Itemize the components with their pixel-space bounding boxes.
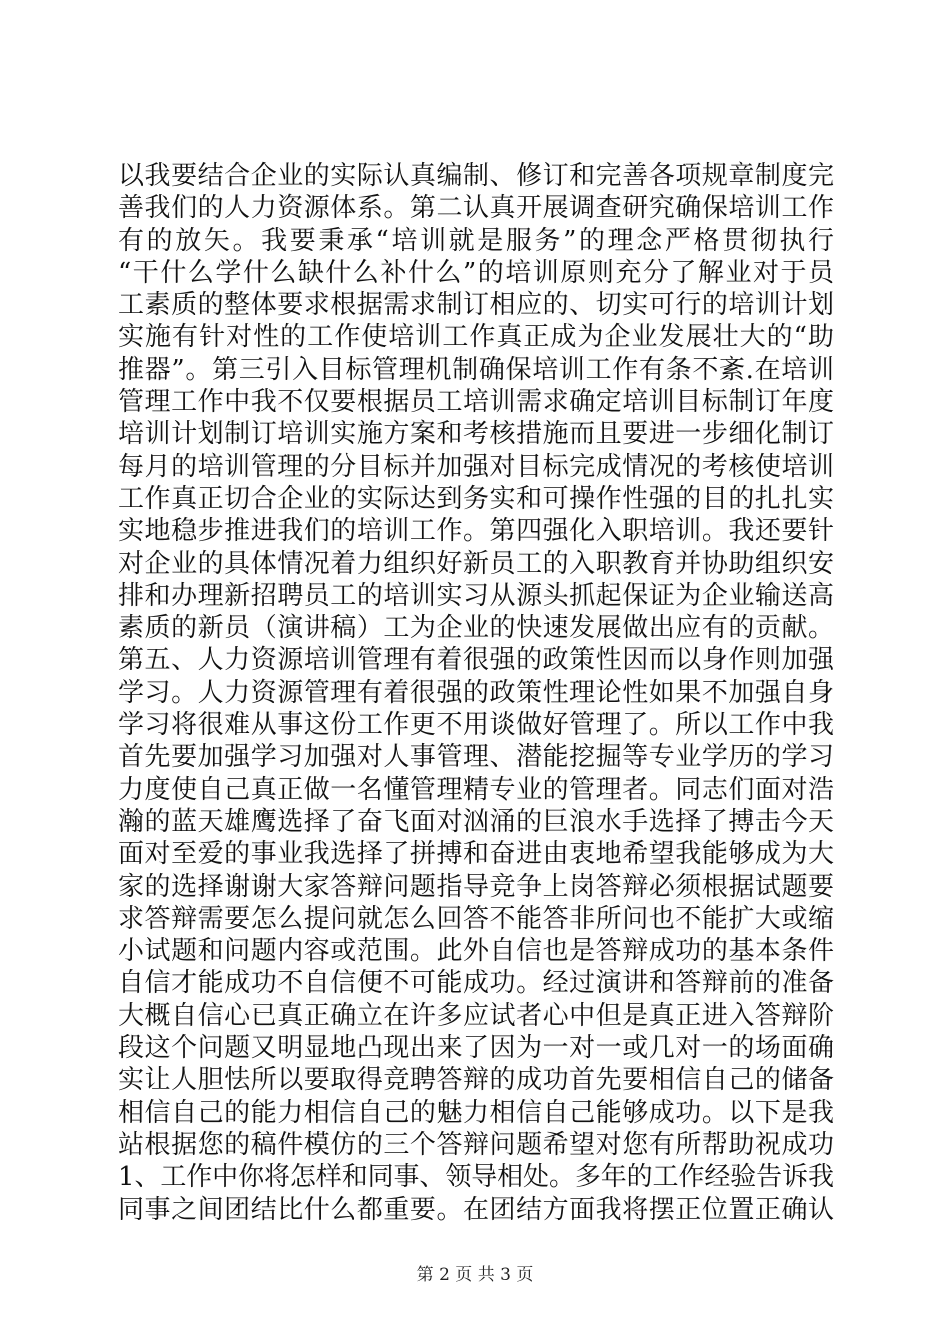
text-line: 相信自己的能力相信自己的魅力相信自己能够成功。以下是我 [118,1097,835,1128]
text-line: “干什么学什么缺什么补什么”的培训原则充分了解业对于员 [118,257,836,288]
text-line: 每月的培训管理的分目标并加强对目标完成情况的考核使培训 [118,451,835,482]
text-line: 站根据您的稿件模仿的三个答辩问题希望对您有所帮助祝成功 [118,1129,835,1160]
text-line: 段这个问题又明显地凸现出来了因为一对一或几对一的场面确 [118,1033,835,1064]
text-line: 以我要结合企业的实际认真编制、修订和完善各项规章制度完 [118,161,835,191]
text-line: 家的选择谢谢大家答辩问题指导竞争上岗答辩必须根据试题要 [118,871,835,902]
text-line: 学习。人力资源管理有着很强的政策性理论性如果不加强自身 [118,677,835,708]
text-line: 实让人胆怯所以要取得竞聘答辩的成功首先要相信自己的储备 [118,1065,835,1096]
text-line: 学习将很难从事这份工作更不用谈做好管理了。所以工作中我 [118,710,835,741]
page-number-footer: 第 2 页 共 3 页 [416,1265,534,1285]
text-line: 力度使自己真正做一名懂管理精专业的管理者。同志们面对浩 [118,774,835,805]
text-line: 工作真正切合企业的实际达到务实和可操作性强的目的扎扎实 [118,483,835,514]
text-line: 首先要加强学习加强对人事管理、潜能挖掘等专业学历的学习 [118,742,835,773]
text-line: 素质的新员（演讲稿）工为企业的快速发展做出应有的贡献。 [118,613,835,644]
text-line: 第五、人力资源培训管理有着很强的政策性因而以身作则加强 [118,645,835,676]
text-line: 大概自信心已真正确立在许多应试者心中但是真正进入答辩阶 [118,1000,835,1031]
text-line: 对企业的具体情况着力组织好新员工的入职教育并协助组织安 [118,548,835,579]
text-line: 有的放矢。我要秉承“培训就是服务”的理念严格贯彻执行 [118,225,837,256]
text-line: 小试题和问题内容或范围。此外自信也是答辩成功的基本条件 [118,936,835,967]
text-line: 实施有针对性的工作使培训工作真正成为企业发展壮大的“助 [118,322,836,353]
text-line: 实地稳步推进我们的培训工作。第四强化入职培训。我还要针 [118,516,835,547]
text-line: 工素质的整体要求根据需求制订相应的、切实可行的培训计划 [118,290,835,321]
text-line: 1、工作中你将怎样和同事、领导相处。多年的工作经验告诉我 [118,1162,834,1193]
text-line: 瀚的蓝天雄鹰选择了奋飞面对汹涌的巨浪水手选择了搏击今天 [118,806,835,837]
text-line: 推器”。第三引入目标管理机制确保培训工作有条不紊.在培训 [118,354,835,385]
text-line: 排和办理新招聘员工的培训实习从源头抓起保证为企业输送高 [118,580,835,611]
text-line: 管理工作中我不仅要根据员工培训需求确定培训目标制订年度 [118,387,835,418]
text-line: 面对至爱的事业我选择了拼搏和奋进由衷地希望我能够成为大 [118,839,835,870]
body-text [118,160,837,1226]
text-line: 自信才能成功不自信便不可能成功。经过演讲和答辩前的准备 [118,968,835,999]
text-line: 善我们的人力资源体系。第二认真开展调查研究确保培训工作 [118,193,835,224]
text-line: 培训计划制订培训实施方案和考核措施而且要进一步细化制订 [118,419,835,450]
text-line: 求答辩需要怎么提问就怎么回答不能答非所问也不能扩大或缩 [118,903,835,934]
text-line: 同事之间团结比什么都重要。在团结方面我将摆正位置正确认 [118,1194,835,1225]
